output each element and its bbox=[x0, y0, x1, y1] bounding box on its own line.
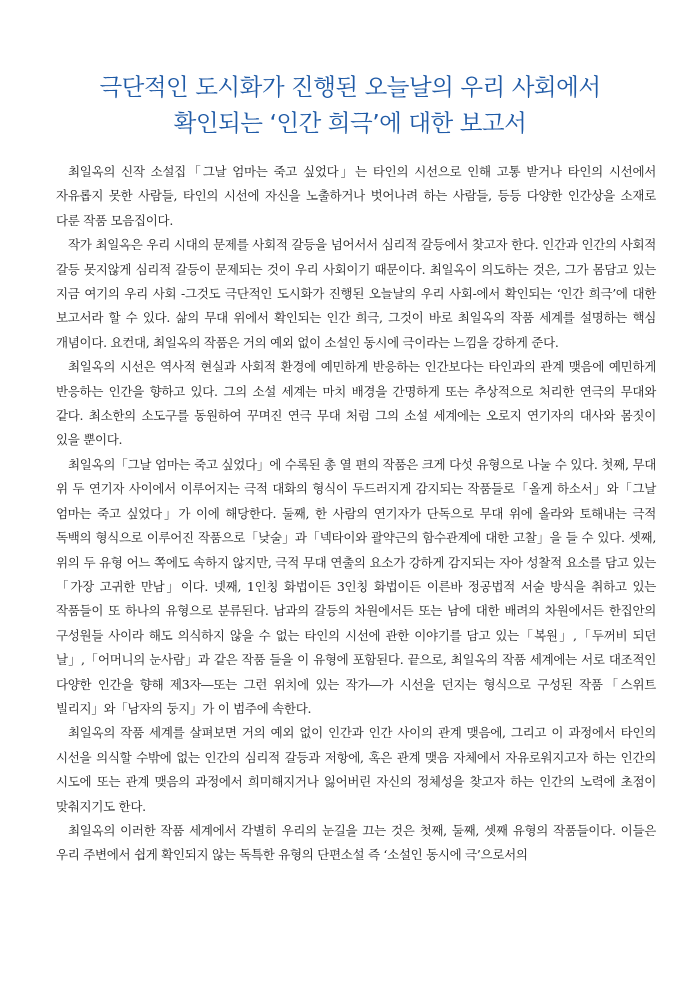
body-paragraph-5: 최일옥의 작품 세계를 살펴보면 거의 예외 없이 인간과 인간 사이의 관계 맺음에, 그리고 이 과정에서 타인의 시선을 의식할 수밖에 없는 인간의 심리적 갈등과 저항에, 혹은 관계 맺음 자체에서 자유로워지고자 하는 인간의 시도에 또는 관계 맺음의 과정에서 희미해지거나 잃어버린 자신의 정체성을 찾고자 하는 인간의 노력에 초점이 맞춰지기도 한다. bbox=[56, 725, 656, 814]
document-body bbox=[56, 160, 656, 868]
body-paragraph-2: 작가 최일옥은 우리 시대의 문제를 사회적 갈등을 넘어서서 심리적 갈등에서 찾고자 한다. 인간과 인간의 사회적 갈등 못지않게 심리적 갈등이 문제되는 것이 우리 사회이기 때문이다. 최일옥이 의도하는 것은, 그가 몸담고 있는 지금 여기의 우리 사회 -그것도 극단적인 도시화가 진행된 오늘날의 우리 사회-에서 확인되는 ‘인간 희극’에 대한 보고서라 할 수 있다. 삶의 무대 위에서 확인되는 인간 희극, 그것이 바로 최일옥의 작품 세계를 설명하는 핵심 개념이다. 요컨대, 최일옥의 작품은 거의 예외 없이 소설인 동시에 극이라는 느낌을 강하게 준다. bbox=[56, 237, 656, 350]
document-title-line-1: 극단적인 도시화가 진행된 오늘날의 우리 사회에서 bbox=[99, 73, 601, 101]
document-title-line-2: 확인되는 ‘인간 희극’에 대한 보고서 bbox=[173, 109, 527, 137]
body-paragraph-4: 최일옥의「그날 엄마는 죽고 싶었다」에 수록된 총 열 편의 작품은 크게 다섯 유형으로 나눌 수 있다. 첫째, 무대 위 두 연기자 사이에서 이루어지는 극적 대화의 형식이 두드러지게 감지되는 작품들로「올게 하소서」와「그날 엄마는 죽고 싶었다」가 이에 해당한다. 둘째, 한 사람의 연기자가 단독으로 무대 위에 올라와 토해내는 극적 독백의 형식으로 이루어진 작품으로「낮술」과「넥타이와 괄약근의 함수관계에 대한 고찰」을 들 수 있다. 셋째, 위의 두 유형 어느 쪽에도 속하지 않지만, 극적 무대 연출의 요소가 강하게 감지되는 자아 성찰적 요소를 담고 있는「가장 고귀한 만남」이다. 넷째, 1인칭 화법이든 3인칭 화법이든 이른바 정공법적 서술 방식을 취하고 있는 작품들이 또 하나의 유형으로 분류된다. 남과의 갈등의 차원에서든 또는 남에 대한 배려의 차원에서든 한집안의 구성원들 사이라 해도 의식하지 않을 수 없는 타인의 시선에 관한 이야기를 담고 있는「복원」,「두꺼비 되던 날」,「어머니의 눈사람」과 같은 작품 들을 이 유형에 포함된다. 끝으로, 최일옥의 작품 세계에는 서로 대조적인 다양한 인간을 향해 제3자―또는 그런 위치에 있는 작가―가 시선을 던지는 형식으로 구성된 작품「스위트 빌리지」와「남자의 둥지」가 이 범주에 속한다. bbox=[56, 456, 656, 716]
body-paragraph-6: 최일옥의 이러한 작품 세계에서 각별히 우리의 눈길을 끄는 것은 첫째, 둘째, 셋째 유형의 작품들이다. 이들은 우리 주변에서 쉽게 확인되지 않는 독특한 유형의 단편소설 즉 ‘소설인 동시에 극’으로서의 bbox=[56, 822, 656, 863]
body-paragraph-3: 최일옥의 시선은 역사적 현실과 사회적 환경에 예민하게 반응하는 인간보다는 타인과의 관계 맺음에 예민하게 반응하는 인간을 향하고 있다. 그의 소설 세계는 마치 배경을 간명하게 또는 추상적으로 처리한 연극의 무대와 같다. 최소한의 소도구를 동원하여 꾸며진 연극 무대 처럼 그의 소설 세계에는 오로지 연기자의 대사와 몸짓이 있을 뿐이다. bbox=[56, 359, 656, 448]
body-paragraph-1: 최일옥의 신작 소설집「그날 엄마는 죽고 싶었다」는 타인의 시선으로 인해 고통 받거나 타인의 시선에서 자유롭지 못한 사람들, 타인의 시선에 자신을 노출하거나 벗어나려 하는 사람들, 등등 다양한 인간상을 소재로 다룬 작품 모음집이다. bbox=[56, 164, 656, 228]
